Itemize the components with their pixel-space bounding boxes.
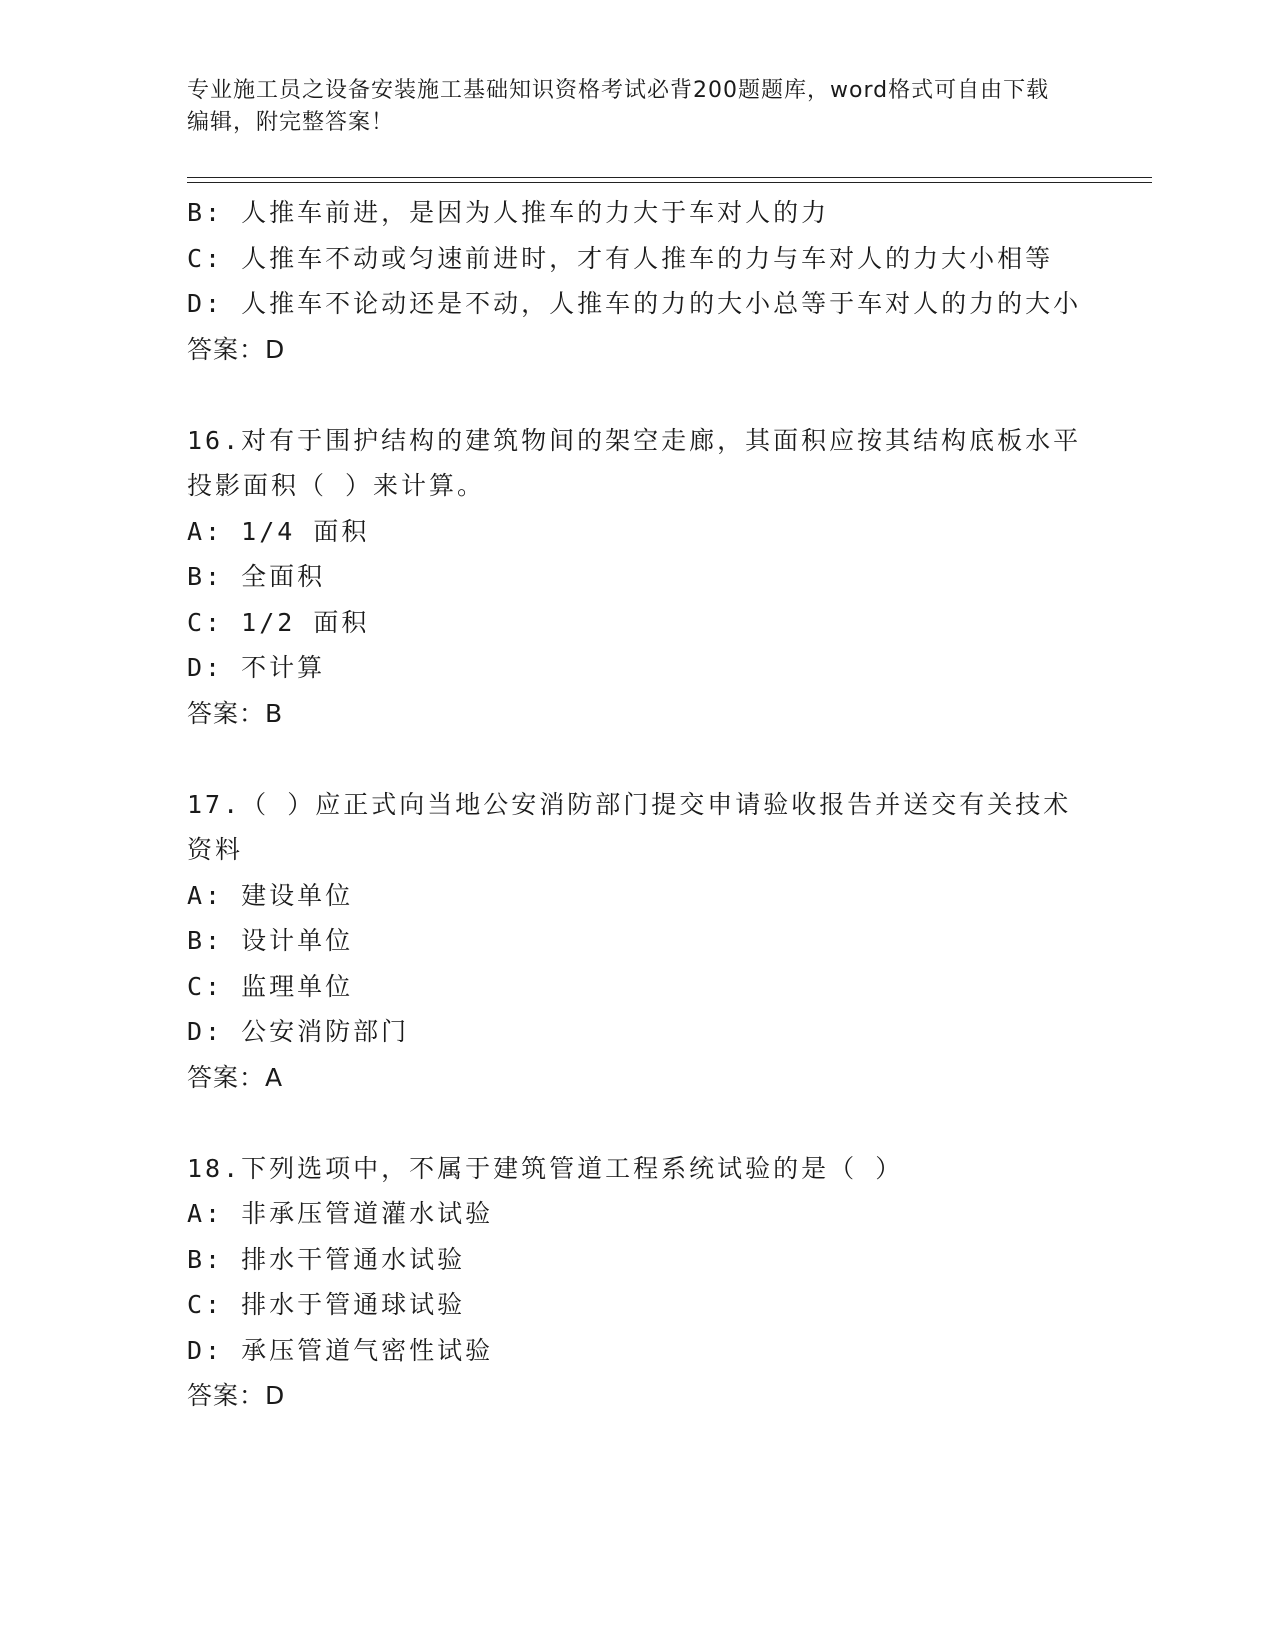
answer: 答案：D bbox=[187, 1381, 286, 1410]
option-d: D: 承压管道气密性试验 bbox=[187, 1335, 494, 1365]
option-c: C: 监理单位 bbox=[187, 971, 354, 1001]
option-d: D: 公安消防部门 bbox=[187, 1017, 410, 1046]
option-b: B: 设计单位 bbox=[187, 926, 354, 955]
header-rule-bottom bbox=[187, 182, 1152, 183]
answer: 答案：B bbox=[187, 698, 284, 728]
option-a: A: 1/4 面积 bbox=[187, 516, 370, 546]
option-a: A: 非承压管道灌水试验 bbox=[187, 1199, 494, 1228]
option-c: C: 人推车不动或匀速前进时，才有人推车的力与车对人的力大小相等 bbox=[187, 243, 1054, 273]
option-b: B: 全面积 bbox=[187, 562, 326, 591]
question-18 bbox=[187, 1146, 1087, 1419]
option-b: B: 人推车前进，是因为人推车的力大于车对人的力 bbox=[187, 198, 830, 227]
answer: 答案：D bbox=[187, 334, 286, 364]
document-header bbox=[187, 75, 1067, 139]
document-body bbox=[187, 190, 1087, 1419]
question-stem: 18.下列选项中，不属于建筑管道工程系统试验的是（ ） bbox=[187, 1153, 904, 1183]
option-d: D: 人推车不论动还是不动，人推车的力的大小总等于车对人的力的大小 bbox=[187, 289, 1082, 318]
option-a: A: 建设单位 bbox=[187, 880, 354, 910]
document-title: 专业施工员之设备安装施工基础知识资格考试必背200题题库，word格式可自由下载编辑，附完整答案！ bbox=[187, 78, 1050, 135]
question-stem: 16.对有于围护结构的建筑物间的架空走廊，其面积应按其结构底板水平投影面积（ ）来计算。 bbox=[187, 425, 1082, 500]
option-d: D: 不计算 bbox=[187, 653, 326, 682]
question-15-continued bbox=[187, 190, 1087, 372]
option-c: C: 排水于管通球试验 bbox=[187, 1290, 466, 1319]
option-b: B: 排水干管通水试验 bbox=[187, 1244, 466, 1274]
question-17 bbox=[187, 782, 1087, 1101]
question-stem: 17.（ ）应正式向当地公安消防部门提交申请验收报告并送交有关技术资料 bbox=[187, 789, 1072, 864]
question-16 bbox=[187, 418, 1087, 737]
header-rule-top bbox=[187, 177, 1152, 178]
answer: 答案：A bbox=[187, 1062, 284, 1092]
option-c: C: 1/2 面积 bbox=[187, 607, 370, 637]
